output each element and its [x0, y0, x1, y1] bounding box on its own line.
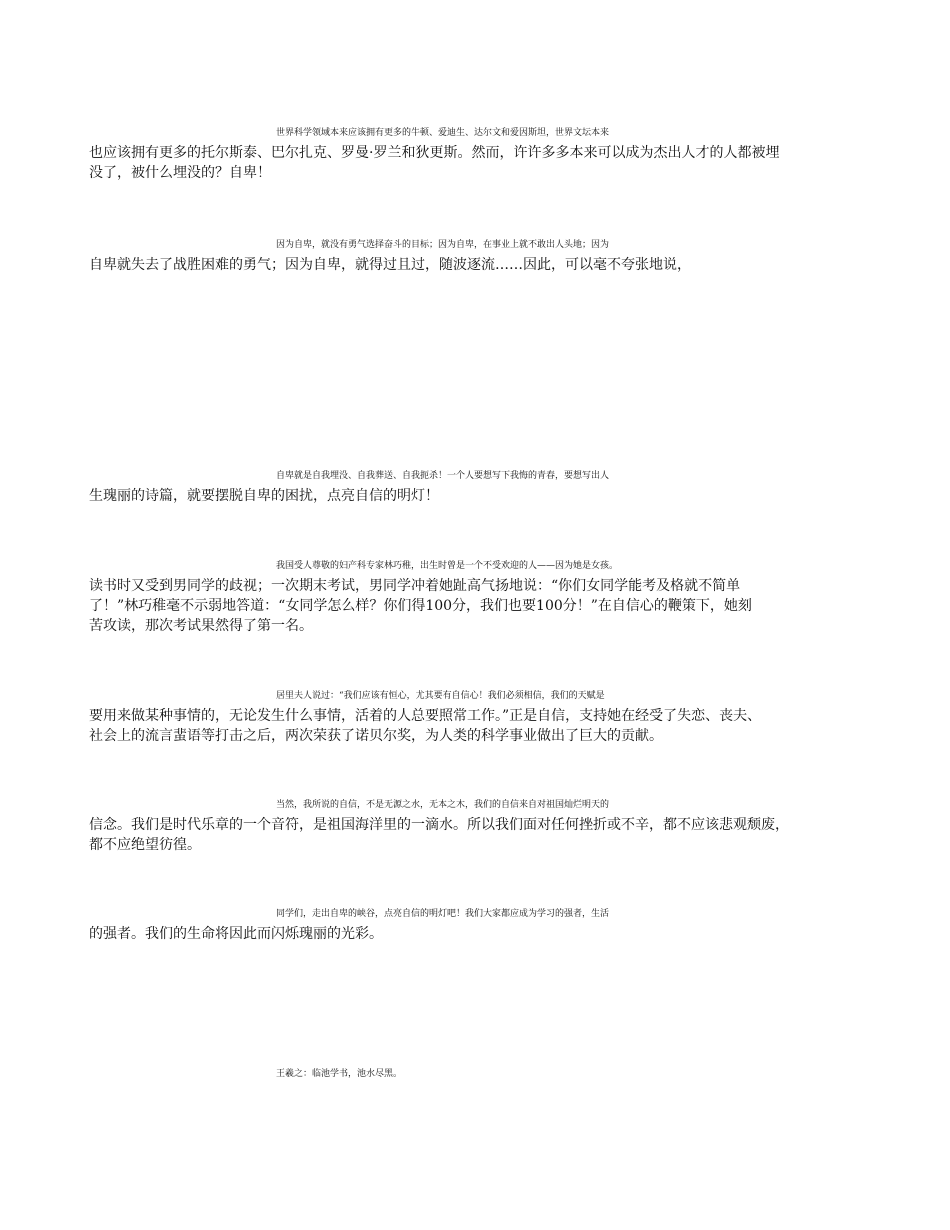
text-line: 都不应绝望彷徨。: [89, 837, 201, 853]
text-line: 没了，被什么埋没的？自卑！: [89, 165, 271, 181]
text-line: 当然，我所说的自信，不是无源之水，无本之木，我们的自信来自对祖国灿烂明天的: [276, 800, 610, 810]
paragraph-6: [89, 795, 861, 855]
text-line: 生瑰丽的诗篇，就要摆脱自卑的困扰，点亮自信的明灯！: [89, 488, 439, 504]
text-line: 也应该拥有更多的托尔斯泰、巴尔扎克、罗曼·罗兰和狄更斯。然而，许许多多本来可以成为杰出人才的人都被埋: [89, 145, 780, 161]
text-line: 同学们，走出自卑的峡谷，点亮自信的明灯吧！我们大家都应成为学习的强者，生活: [276, 909, 610, 919]
text-line: 世界科学领域本来应该拥有更多的牛顿、爱迪生、达尔文和爱因斯坦，世界文坛本来: [276, 128, 610, 138]
text-line: 信念。我们是时代乐章的一个音符，是祖国海洋里的一滴水。所以我们面对任何挫折或不辛，都不应该悲观颓废，: [89, 817, 789, 833]
text-line: 自卑就失去了战胜困难的勇气；因为自卑，就得过且过，随波逐流……因此，可以毫不夸张地说，: [89, 257, 691, 273]
text-line: 了！”林巧稚毫不示弱地答道：“女同学怎么样？你们得100分，我们也要100分！”在自信心的鞭策下，她刻: [89, 598, 752, 614]
text-line: 王羲之：临池学书，池水尽黑。: [276, 1069, 403, 1079]
text-line: 社会上的流言蜚语等打击之后，两次荣获了诺贝尔奖，为人类的科学事业做出了巨大的贡献。: [89, 728, 663, 744]
text-line: 因为自卑，就没有勇气选择奋斗的目标；因为自卑，在事业上就不敢出人头地；因为: [276, 240, 610, 250]
paragraph-8: [89, 1064, 861, 1084]
text-line: 自卑就是自我埋没、自我葬送、自我扼杀！一个人要想写下我悔的青春，要想写出人: [276, 471, 610, 481]
paragraph-3: [89, 466, 861, 506]
paragraph-1: [89, 123, 861, 183]
paragraph-2: [89, 235, 861, 275]
text-line: 居里夫人说过：“我们应该有恒心，尤其要有自信心！我们必须相信，我们的天赋是: [276, 691, 605, 701]
text-line: 苦攻读，那次考试果然得了第一名。: [89, 618, 313, 634]
text-line: 要用来做某种事情的，无论发生什么事情，活着的人总要照常工作。”正是自信，支持她在经受了失恋、丧夫、: [89, 708, 762, 724]
paragraph-4: [89, 556, 861, 636]
paragraph-5: [89, 686, 861, 746]
text-line: 的强者。我们的生命将因此而闪烁瑰丽的光彩。: [89, 926, 383, 942]
text-line: 读书时又受到男同学的歧视；一次期末考试，男同学冲着她趾高气扬地说：“你们女同学能考及格就不简单: [89, 578, 741, 594]
text-line: 我国受人尊敬的妇产科专家林巧稚，出生时曾是一个不受欢迎的人——因为她是女孩。: [276, 561, 619, 571]
paragraph-7: [89, 904, 861, 944]
